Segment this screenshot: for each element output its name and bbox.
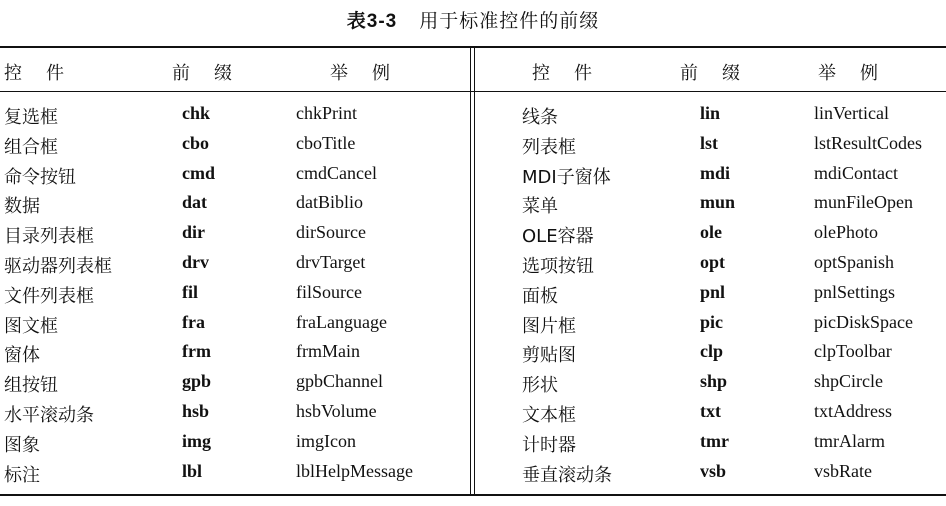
control-cell: OLE容器 <box>522 226 594 248</box>
example-cell: munFileOpen <box>814 192 913 213</box>
table-row <box>0 457 470 487</box>
table-row <box>0 248 470 278</box>
example-cell: fraLanguage <box>296 311 387 332</box>
control-cell: 文件列表框 <box>4 285 94 307</box>
table-row <box>0 427 470 457</box>
example-cell: shpCircle <box>814 371 883 392</box>
example-cell: imgIcon <box>296 430 356 451</box>
prefix-cell: tmr <box>700 430 729 451</box>
control-cell: 数据 <box>4 196 40 218</box>
example-cell: lstResultCodes <box>814 132 923 153</box>
table-title: 用于标准控件的前缀 <box>419 10 600 32</box>
left-rows <box>0 99 470 486</box>
header-prefix: 前缀 <box>680 63 764 84</box>
right-half-table <box>474 47 946 486</box>
example-cell: mdiContact <box>814 162 898 183</box>
table-row <box>474 129 946 159</box>
control-cell: 图象 <box>4 434 40 456</box>
example-cell: chkPrint <box>296 103 357 123</box>
control-cell: 组合框 <box>4 136 58 158</box>
control-cell: 命令按钮 <box>4 166 76 188</box>
prefix-cell: gpb <box>182 371 212 392</box>
prefix-cell: img <box>182 430 211 451</box>
control-cell: 形状 <box>522 375 558 397</box>
prefix-cell: chk <box>182 103 211 123</box>
prefix-cell: lin <box>700 103 721 123</box>
table-row <box>0 188 470 218</box>
example-cell: pnlSettings <box>814 281 896 302</box>
table-row <box>0 159 470 189</box>
example-cell: drvTarget <box>296 251 366 272</box>
prefix-cell: cbo <box>182 132 209 153</box>
control-cell: 垂直滚动条 <box>522 464 612 486</box>
table-row <box>474 367 946 397</box>
control-cell: 菜单 <box>522 196 558 218</box>
table-row <box>474 337 946 367</box>
prefix-cell: hsb <box>182 400 210 421</box>
control-cell: 列表框 <box>522 136 576 158</box>
prefix-cell: shp <box>700 371 728 392</box>
prefix-cell: fil <box>182 281 198 302</box>
table-row <box>474 397 946 427</box>
left-header-row <box>0 47 470 91</box>
example-cell: cmdCancel <box>296 162 377 183</box>
prefix-cell: fra <box>182 311 205 332</box>
right-header-row <box>474 47 946 91</box>
example-cell: vsbRate <box>814 460 872 481</box>
prefix-cell: drv <box>182 251 209 272</box>
prefix-cell: lbl <box>182 460 203 481</box>
table-row <box>474 188 946 218</box>
example-cell: hsbVolume <box>296 400 377 421</box>
example-cell: filSource <box>296 281 362 302</box>
prefix-cell: mun <box>700 192 736 213</box>
right-rows <box>474 99 946 486</box>
header-prefix: 前缀 <box>172 63 256 84</box>
table-row <box>474 218 946 248</box>
example-cell: cboTitle <box>296 132 356 153</box>
table-row <box>474 308 946 338</box>
table-row <box>0 129 470 159</box>
control-cell: 标注 <box>4 464 40 486</box>
example-cell: tmrAlarm <box>814 430 885 451</box>
table-row <box>0 367 470 397</box>
table-row <box>0 278 470 308</box>
prefix-cell: mdi <box>700 162 731 183</box>
table-number: 表3-3 <box>346 11 398 32</box>
control-cell: 复选框 <box>4 107 58 128</box>
control-cell: 剪贴图 <box>522 345 576 367</box>
table-row <box>0 218 470 248</box>
prefix-cell: vsb <box>700 460 727 481</box>
table-row <box>474 248 946 278</box>
example-cell: picDiskSpace <box>814 311 913 332</box>
prefix-cell: txt <box>700 400 721 421</box>
table-row <box>474 159 946 189</box>
control-cell: 水平滚动条 <box>4 404 94 426</box>
table-row <box>0 397 470 427</box>
control-cell: 计时器 <box>522 434 576 456</box>
example-cell: lblHelpMessage <box>296 460 413 481</box>
prefix-cell: frm <box>182 341 211 362</box>
control-cell: 驱动器列表框 <box>4 255 112 277</box>
prefix-cell: pnl <box>700 281 726 302</box>
example-cell: olePhoto <box>814 222 879 243</box>
prefix-cell: ole <box>700 222 722 243</box>
control-cell: MDI子窗体 <box>522 166 611 188</box>
table-caption <box>0 6 946 33</box>
example-cell: optSpanish <box>814 251 895 272</box>
header-example: 举例 <box>330 63 414 84</box>
prefix-cell: clp <box>700 341 724 362</box>
table-row <box>474 427 946 457</box>
control-cell: 目录列表框 <box>4 226 94 248</box>
example-cell: linVertical <box>814 103 889 123</box>
example-cell: clpToolbar <box>814 341 892 362</box>
example-cell: datBiblio <box>296 192 363 213</box>
control-cell: 选项按钮 <box>522 255 594 277</box>
table-row <box>474 99 946 129</box>
control-cell: 面板 <box>522 285 558 307</box>
table-row <box>474 278 946 308</box>
prefix-cell: dir <box>182 222 206 243</box>
example-cell: gpbChannel <box>296 371 383 392</box>
header-example: 举例 <box>818 63 902 84</box>
control-cell: 组按钮 <box>4 375 58 397</box>
control-cell: 图文框 <box>4 315 58 337</box>
header-control: 控件 <box>532 63 616 84</box>
control-cell: 图片框 <box>522 315 576 337</box>
table-row <box>0 337 470 367</box>
prefix-cell: opt <box>700 251 726 272</box>
prefix-cell: cmd <box>182 162 215 183</box>
prefix-cell: pic <box>700 311 724 332</box>
prefix-cell: dat <box>182 192 208 213</box>
table-row <box>474 457 946 487</box>
example-cell: frmMain <box>296 341 360 362</box>
example-cell: dirSource <box>296 222 366 243</box>
control-cell: 线条 <box>522 107 558 128</box>
control-cell: 文本框 <box>522 404 576 426</box>
example-cell: txtAddress <box>814 400 892 421</box>
header-control: 控件 <box>4 63 88 84</box>
table-row <box>0 308 470 338</box>
prefix-cell: lst <box>700 132 718 153</box>
left-half-table <box>0 47 470 486</box>
table-row <box>0 99 470 129</box>
control-cell: 窗体 <box>4 345 40 367</box>
